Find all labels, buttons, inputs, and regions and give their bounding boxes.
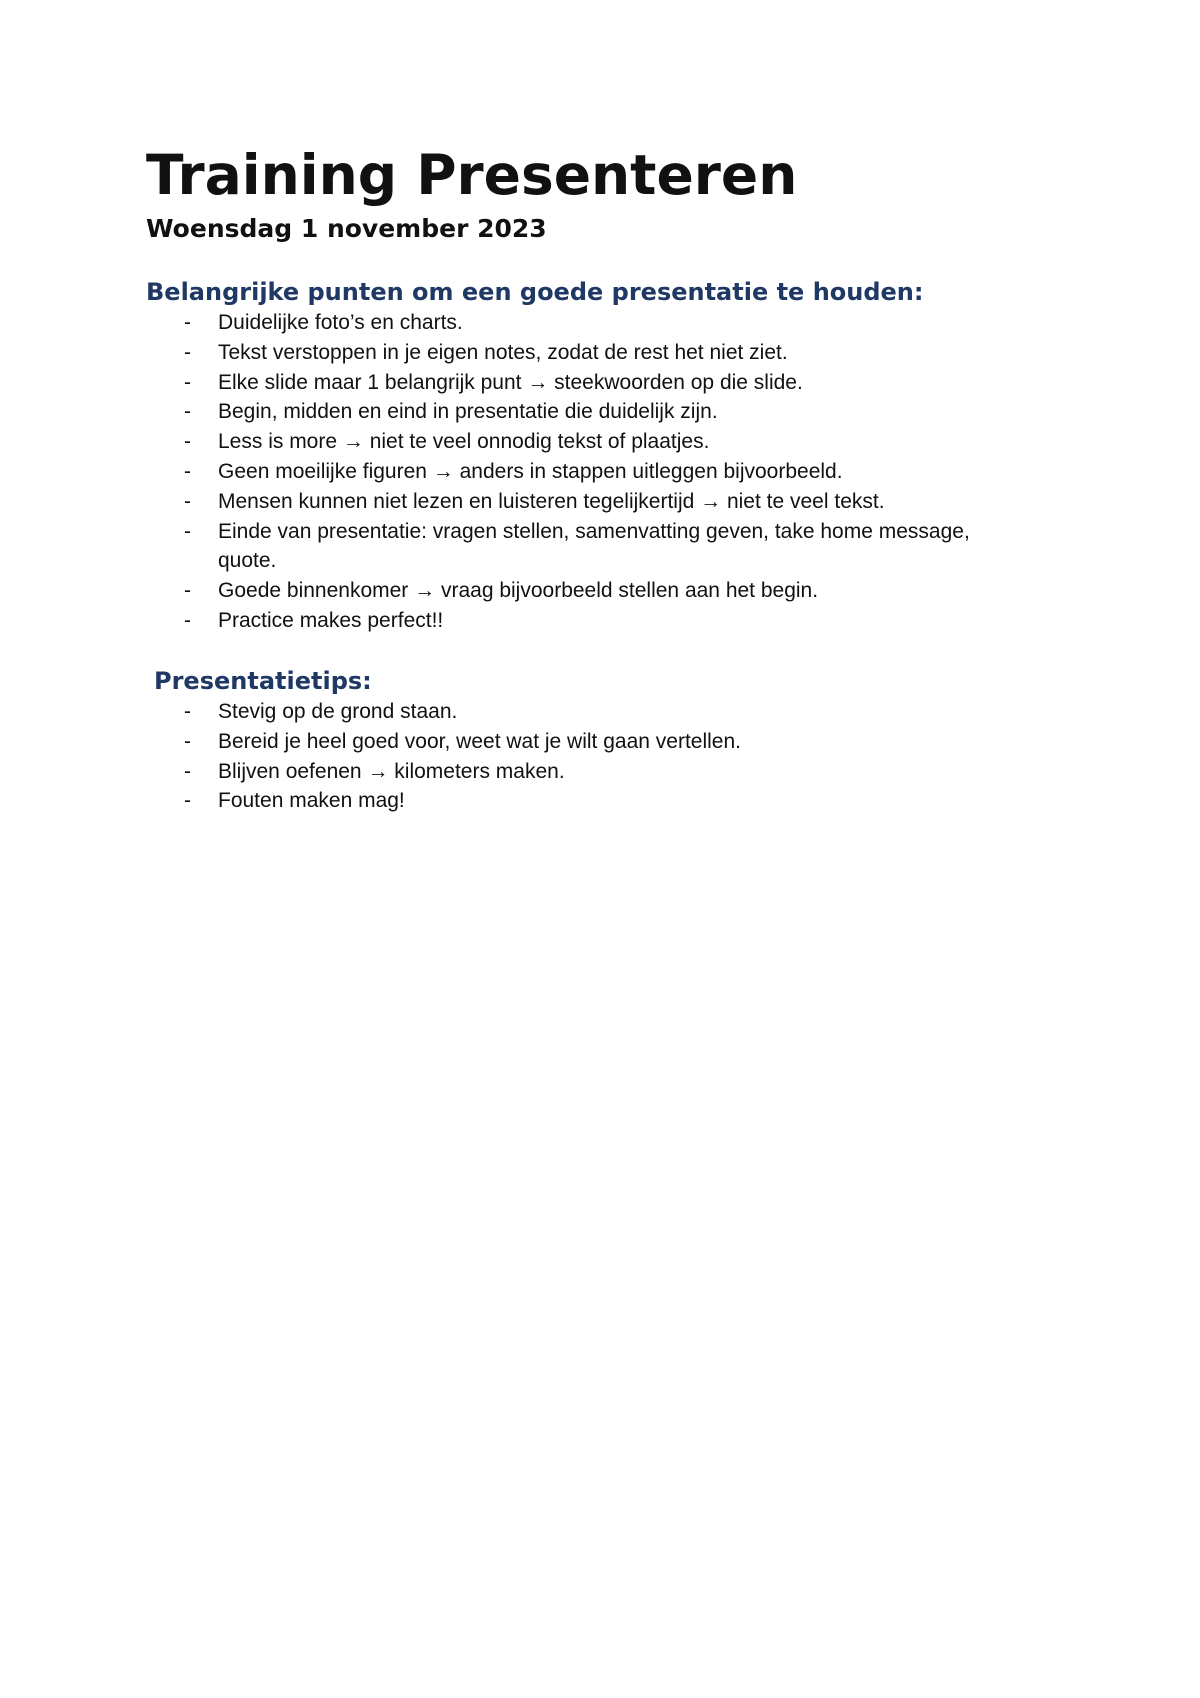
- bullet-marker: -: [184, 700, 191, 723]
- bullet-marker: -: [184, 789, 191, 813]
- list-item-text: Less is more → niet te veel onnodig tekst of plaatjes.: [218, 430, 710, 454]
- bullet-marker: -: [184, 370, 191, 394]
- bullet-marker: -: [184, 430, 191, 454]
- list-item: [0, 368, 1018, 398]
- list-item-text: Elke slide maar 1 belangrijk punt → steekwoorden op die slide.: [218, 370, 803, 394]
- list-item: [0, 397, 1018, 427]
- bullet-marker: -: [184, 608, 191, 632]
- list-item-text: Tekst verstoppen in je eigen notes, zodat de rest het niet ziet.: [218, 340, 788, 364]
- list-item-text: Einde van presentatie: vragen stellen, samenvatting geven, take home message, quote.: [218, 519, 970, 573]
- list-item: [0, 576, 1018, 606]
- list-item: [0, 308, 1018, 338]
- bullet-marker: -: [184, 489, 191, 513]
- important-points-list: [0, 308, 1200, 636]
- document-title: Training Presenteren: [146, 143, 798, 207]
- section-heading-important-points: Belangrijke punten om een goede presentatie te houden:: [146, 278, 924, 306]
- list-item-text: Bereid je heel goed voor, weet wat je wilt gaan vertellen.: [218, 729, 741, 753]
- list-item-text: Stevig op de grond staan.: [218, 700, 458, 723]
- document-date: Woensdag 1 november 2023: [146, 214, 547, 243]
- list-item-text: Begin, midden en eind in presentatie die duidelijk zijn.: [218, 400, 718, 424]
- list-item-text: Geen moeilijke figuren → anders in stappen uitleggen bijvoorbeeld.: [218, 459, 843, 483]
- list-item-text: Blijven oefenen → kilometers maken.: [218, 759, 565, 783]
- list-item: [0, 697, 1018, 727]
- list-item: [0, 757, 1018, 787]
- list-item-text: Fouten maken mag!: [218, 789, 405, 813]
- list-item-text: Practice makes perfect!!: [218, 608, 444, 632]
- list-item: [0, 606, 1018, 636]
- list-item: [0, 457, 1018, 487]
- bullet-marker: -: [184, 729, 191, 753]
- list-item: [0, 517, 1018, 577]
- list-item: [0, 727, 1018, 757]
- bullet-marker: -: [184, 579, 191, 603]
- list-item: [0, 786, 1018, 816]
- bullet-marker: -: [184, 311, 191, 334]
- list-item-text: Mensen kunnen niet lezen en luisteren tegelijkertijd → niet te veel tekst.: [218, 489, 885, 513]
- list-item-text: Duidelijke foto’s en charts.: [218, 311, 463, 334]
- bullet-marker: -: [184, 400, 191, 424]
- list-item: [0, 427, 1018, 457]
- bullet-marker: -: [184, 519, 191, 543]
- bullet-marker: -: [184, 759, 191, 783]
- list-item: [0, 487, 1018, 517]
- presentation-tips-list: [0, 697, 1200, 816]
- bullet-marker: -: [184, 459, 191, 483]
- section-heading-presentation-tips: Presentatietips:: [154, 667, 372, 695]
- list-item-text: Goede binnenkomer → vraag bijvoorbeeld stellen aan het begin.: [218, 579, 819, 603]
- list-item: [0, 338, 1018, 368]
- bullet-marker: -: [184, 340, 191, 364]
